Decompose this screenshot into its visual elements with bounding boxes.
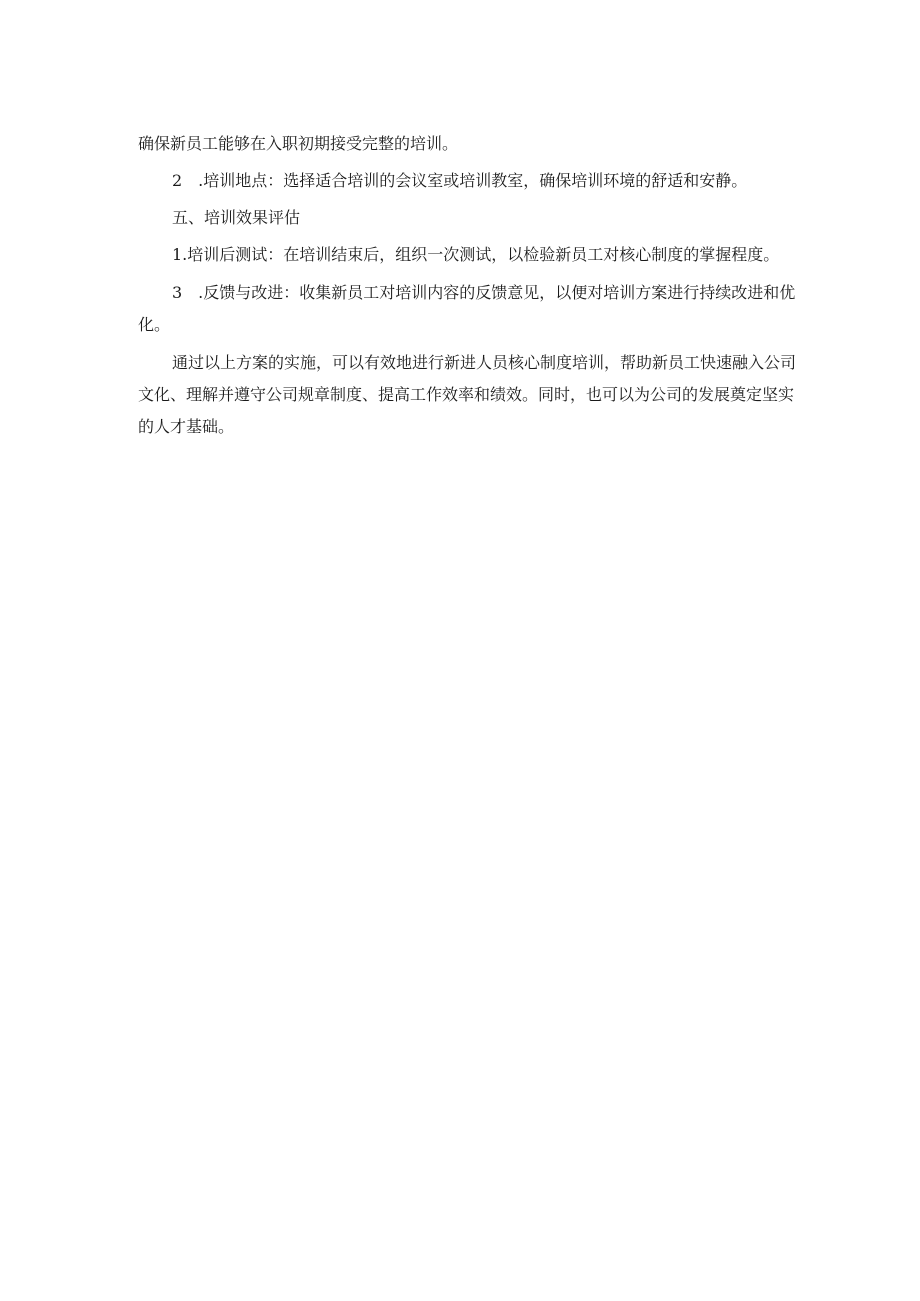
- paragraph-conclusion: 通过以上方案的实施，可以有效地进行新进人员核心制度培训，帮助新员工快速融入公司文化、理解并遵守公司规章制度、提高工作效率和绩效。同时，也可以为公司的发展奠定坚实的人才基础。: [138, 353, 797, 436]
- paragraph-training-continuation: 确保新员工能够在入职初期接受完整的培训。: [138, 134, 459, 153]
- paragraph-training-location: 2 .培训地点：选择适合培训的会议室或培训教室，确保培训环境的舒适和安静。: [172, 171, 748, 190]
- paragraph-feedback-improvement: 3 .反馈与改进：收集新员工对培训内容的反馈意见，以便对培训方案进行持续改进和优化。: [138, 283, 796, 334]
- document-body: [138, 128, 798, 443]
- paragraph-post-training-test: 1.培训后测试：在培训结束后，组织一次测试，以检验新员工对核心制度的掌握程度。: [172, 245, 780, 264]
- section-heading-evaluation: 五、培训效果评估: [172, 208, 301, 227]
